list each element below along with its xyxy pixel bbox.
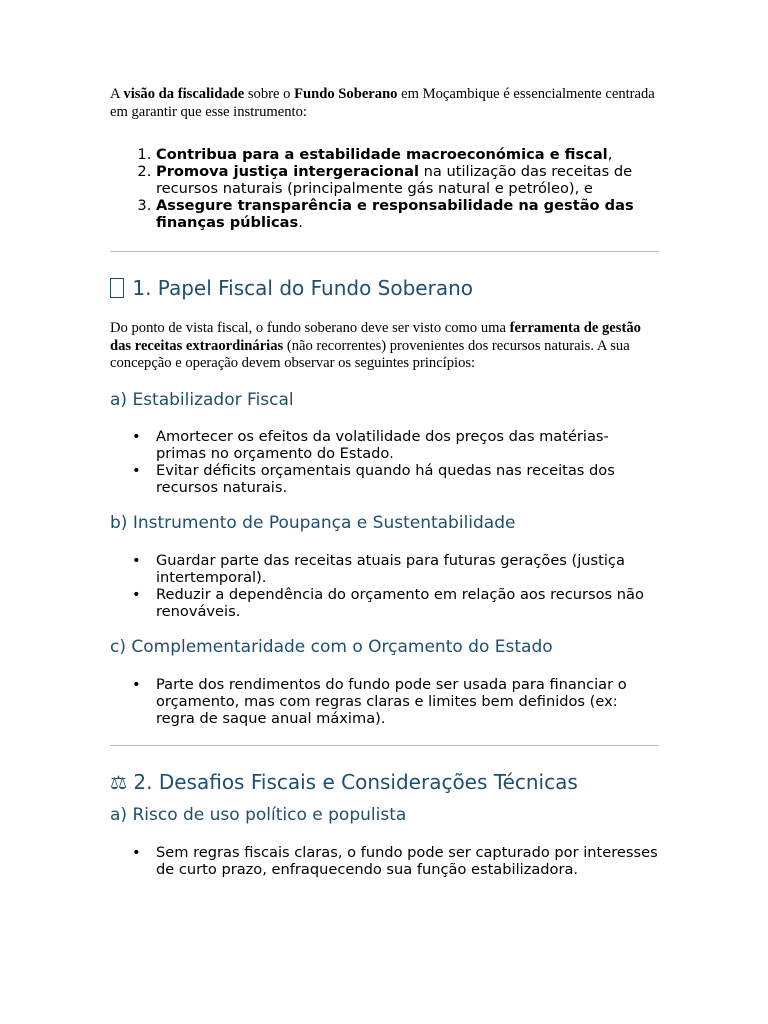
goals-list <box>110 146 658 231</box>
section-2-title: 2. Desafios Fiscais e Considerações Técnicas <box>133 769 578 794</box>
document-page <box>110 86 658 878</box>
intro-paragraph <box>110 86 658 121</box>
section-1-title: 1. Papel Fiscal do Fundo Soberano <box>132 276 473 300</box>
goal-1-text: , <box>607 146 613 163</box>
list-item: • Parte dos rendimentos do fundo pode ser usada para financiar o orçamento, mas com regras claras e limites bem definidos (ex: regra de saque anual máxima). <box>156 676 658 727</box>
section-1-bold-1: ferramenta de gestão das receitas extraordinárias <box>110 320 641 354</box>
subsection-1c-list <box>110 676 658 727</box>
subsection-1b-list <box>110 552 658 620</box>
goal-item-2 <box>156 163 658 197</box>
goal-3-text: . <box>298 214 303 231</box>
goal-2-text: na utilização das receitas de recursos naturais (principalmente gás natural e petróleo), e <box>156 163 633 197</box>
list-item: • Reduzir a dependência do orçamento em relação aos recursos não renováveis. <box>156 586 658 620</box>
goal-item-1 <box>156 146 658 163</box>
section-1-paragraph <box>110 320 658 373</box>
intro-bold-2: Fundo Soberano <box>294 86 398 102</box>
goal-item-3 <box>156 197 658 231</box>
section-1-text-1: Do ponto de vista fiscal, o fundo soberano deve ser visto como uma <box>110 320 510 336</box>
divider-2 <box>110 745 659 746</box>
list-item: • Amortecer os efeitos da volatilidade dos preços das matérias-primas no orçamento do Estado. <box>156 428 658 462</box>
list-item: • Guardar parte das receitas atuais para futuras gerações (justiça intertemporal). <box>156 552 658 586</box>
subsection-1a-heading: a) Estabilizador Fiscal <box>110 389 294 410</box>
box-icon <box>110 278 124 298</box>
subsection-1c-heading: c) Complementaridade com o Orçamento do Estado <box>110 636 553 657</box>
goal-1-bold: Contribua para a estabilidade macroeconómica e fiscal <box>156 146 608 163</box>
subsection-2a-list <box>110 844 658 878</box>
goal-3-bold: Assegure transparência e responsabilidade na gestão das finanças públicas <box>156 197 634 231</box>
intro-text-1: A <box>110 86 124 102</box>
goal-2-bold: Promova justiça intergeracional <box>156 163 420 180</box>
section-1-text-2: (não recorrentes) provenientes dos recursos naturais. A sua concepção e operação devem observar os seguintes princípios: <box>110 337 630 371</box>
list-item: • Sem regras fiscais claras, o fundo pode ser capturado por interesses de curto prazo, enfraquecendo sua função estabilizadora. <box>156 844 658 878</box>
section-2-heading <box>110 770 658 795</box>
divider-1 <box>110 251 659 252</box>
subsection-1a-list <box>110 428 658 496</box>
subsection-1b-heading: b) Instrumento de Poupança e Sustentabilidade <box>110 512 516 533</box>
intro-text-3: em Moçambique é essencialmente centrada em garantir que esse instrumento: <box>110 86 655 120</box>
subsection-2a-heading: a) Risco de uso político e populista <box>110 804 407 825</box>
section-1-heading <box>110 276 658 300</box>
list-item: • Evitar déficits orçamentais quando há quedas nas receitas dos recursos naturais. <box>156 462 658 496</box>
scales-icon: ⚖ <box>110 771 128 794</box>
intro-text-2: sobre o <box>244 86 295 102</box>
intro-bold-1: visão da fiscalidade <box>123 86 245 102</box>
